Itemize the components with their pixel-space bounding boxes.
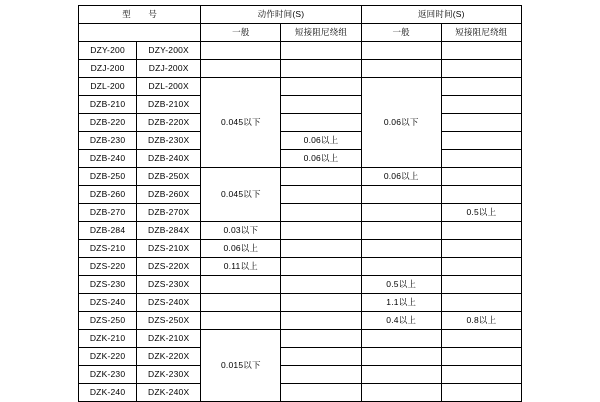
- cell-model-b: DZS-210X: [137, 240, 201, 258]
- cell-ret-damped: [441, 294, 521, 312]
- cell-ret-normal: [361, 42, 441, 60]
- cell-ret-damped: [441, 348, 521, 366]
- cell-model-a: DZB-260: [79, 186, 137, 204]
- cell-act-damped: [281, 168, 361, 186]
- cell-ret-damped: [441, 168, 521, 186]
- cell-ret-normal: [361, 204, 441, 222]
- cell-ret-normal: [361, 240, 441, 258]
- cell-act-damped: [281, 96, 361, 114]
- cell-model-a: DZB-220: [79, 114, 137, 132]
- cell-act-damped: [281, 366, 361, 384]
- cell-act-normal: 0.045以下: [201, 78, 281, 168]
- cell-ret-normal: [361, 348, 441, 366]
- header-row-sub: [79, 24, 522, 42]
- header-return-time: 返回时间(S): [361, 6, 521, 24]
- cell-ret-damped: [441, 276, 521, 294]
- cell-model-b: DZK-220X: [137, 348, 201, 366]
- cell-model-b: DZB-250X: [137, 168, 201, 186]
- cell-ret-damped: [441, 222, 521, 240]
- table-row: [79, 294, 522, 312]
- cell-ret-damped: [441, 258, 521, 276]
- table-row: [79, 132, 522, 150]
- cell-act-normal: [201, 294, 281, 312]
- cell-ret-normal: [361, 222, 441, 240]
- cell-act-normal: 0.06以上: [201, 240, 281, 258]
- cell-model-a: DZK-210: [79, 330, 137, 348]
- cell-act-damped: [281, 330, 361, 348]
- cell-model-a: DZK-240: [79, 384, 137, 402]
- cell-act-normal: [201, 276, 281, 294]
- cell-ret-normal: [361, 384, 441, 402]
- cell-model-a: DZS-230: [79, 276, 137, 294]
- table-row: [79, 78, 522, 96]
- cell-model-b: DZB-210X: [137, 96, 201, 114]
- cell-ret-damped: [441, 114, 521, 132]
- cell-act-damped: [281, 204, 361, 222]
- cell-model-b: DZS-220X: [137, 258, 201, 276]
- cell-act-damped: [281, 294, 361, 312]
- cell-model-b: DZB-284X: [137, 222, 201, 240]
- cell-model-b: DZY-200X: [137, 42, 201, 60]
- cell-act-damped: [281, 348, 361, 366]
- cell-ret-normal: 1.1以上: [361, 294, 441, 312]
- cell-ret-damped: 0.8以上: [441, 312, 521, 330]
- header-return-normal: 一般: [361, 24, 441, 42]
- table-row: [79, 204, 522, 222]
- table-row: [79, 186, 522, 204]
- cell-model-a: DZS-250: [79, 312, 137, 330]
- cell-ret-damped: [441, 60, 521, 78]
- table-row: [79, 348, 522, 366]
- cell-model-b: DZS-230X: [137, 276, 201, 294]
- relay-timing-table: [78, 5, 522, 402]
- table-row: [79, 96, 522, 114]
- cell-ret-damped: [441, 96, 521, 114]
- cell-act-damped: [281, 186, 361, 204]
- cell-ret-normal: 0.5以上: [361, 276, 441, 294]
- table-header: [79, 6, 522, 42]
- cell-ret-damped: [441, 42, 521, 60]
- cell-ret-normal: 0.06以下: [361, 78, 441, 168]
- cell-act-damped: [281, 114, 361, 132]
- cell-model-a: DZK-220: [79, 348, 137, 366]
- cell-model-b: DZK-240X: [137, 384, 201, 402]
- cell-ret-normal: [361, 366, 441, 384]
- cell-ret-damped: [441, 366, 521, 384]
- cell-model-a: DZB-240: [79, 150, 137, 168]
- cell-act-normal: 0.045以下: [201, 168, 281, 222]
- cell-model-b: DZB-270X: [137, 204, 201, 222]
- cell-act-damped: [281, 276, 361, 294]
- header-row-top: [79, 6, 522, 24]
- cell-model-b: DZS-240X: [137, 294, 201, 312]
- table-row: [79, 330, 522, 348]
- cell-ret-damped: [441, 330, 521, 348]
- cell-ret-normal: 0.06以上: [361, 168, 441, 186]
- cell-model-b: DZJ-200X: [137, 60, 201, 78]
- cell-model-a: DZB-210: [79, 96, 137, 114]
- cell-model-a: DZS-220: [79, 258, 137, 276]
- cell-model-b: DZB-230X: [137, 132, 201, 150]
- cell-model-b: DZB-220X: [137, 114, 201, 132]
- table-row: [79, 276, 522, 294]
- cell-model-a: DZK-230: [79, 366, 137, 384]
- cell-act-damped: [281, 42, 361, 60]
- header-model-group: 型 号: [79, 6, 201, 24]
- cell-act-damped: [281, 312, 361, 330]
- table-row: [79, 240, 522, 258]
- header-action-time: 动作时间(S): [201, 6, 361, 24]
- table-row: [79, 168, 522, 186]
- cell-ret-normal: [361, 186, 441, 204]
- cell-model-a: DZY-200: [79, 42, 137, 60]
- cell-act-normal: [201, 312, 281, 330]
- table-row: [79, 366, 522, 384]
- table-row: [79, 114, 522, 132]
- cell-model-a: DZB-270: [79, 204, 137, 222]
- table-row: [79, 312, 522, 330]
- cell-model-a: DZJ-200: [79, 60, 137, 78]
- table-row: [79, 60, 522, 78]
- cell-act-damped: [281, 240, 361, 258]
- cell-act-damped: [281, 258, 361, 276]
- cell-model-b: DZB-260X: [137, 186, 201, 204]
- cell-act-damped: [281, 384, 361, 402]
- cell-act-damped: 0.06以上: [281, 150, 361, 168]
- cell-ret-damped: 0.5以上: [441, 204, 521, 222]
- cell-ret-damped: [441, 240, 521, 258]
- header-return-damped: 短接阻尼绕组: [441, 24, 521, 42]
- cell-model-a: DZS-210: [79, 240, 137, 258]
- cell-model-b: DZK-210X: [137, 330, 201, 348]
- cell-ret-normal: [361, 330, 441, 348]
- cell-act-normal: 0.03以下: [201, 222, 281, 240]
- cell-model-b: DZL-200X: [137, 78, 201, 96]
- cell-model-b: DZS-250X: [137, 312, 201, 330]
- cell-act-normal: 0.015以下: [201, 330, 281, 402]
- table-row: [79, 258, 522, 276]
- cell-ret-damped: [441, 132, 521, 150]
- cell-act-normal: [201, 42, 281, 60]
- table-row: [79, 384, 522, 402]
- header-action-damped: 短接阻尼绕组: [281, 24, 361, 42]
- cell-act-normal: [201, 60, 281, 78]
- cell-model-a: DZB-284: [79, 222, 137, 240]
- cell-ret-damped: [441, 384, 521, 402]
- cell-act-damped: [281, 78, 361, 96]
- cell-act-damped: [281, 222, 361, 240]
- cell-act-damped: 0.06以上: [281, 132, 361, 150]
- cell-model-a: DZB-230: [79, 132, 137, 150]
- table-row: [79, 150, 522, 168]
- cell-model-b: DZB-240X: [137, 150, 201, 168]
- cell-act-normal: 0.11以上: [201, 258, 281, 276]
- cell-ret-normal: [361, 60, 441, 78]
- cell-ret-damped: [441, 150, 521, 168]
- cell-model-a: DZB-250: [79, 168, 137, 186]
- table-row: [79, 42, 522, 60]
- cell-ret-damped: [441, 78, 521, 96]
- header-action-normal: 一般: [201, 24, 281, 42]
- cell-model-a: DZS-240: [79, 294, 137, 312]
- cell-model-b: DZK-230X: [137, 366, 201, 384]
- table-row: [79, 222, 522, 240]
- cell-ret-normal: 0.4以上: [361, 312, 441, 330]
- cell-ret-damped: [441, 186, 521, 204]
- cell-act-damped: [281, 60, 361, 78]
- cell-model-a: DZL-200: [79, 78, 137, 96]
- header-model-spacer: [79, 24, 201, 42]
- table-body: [79, 42, 522, 402]
- cell-ret-normal: [361, 258, 441, 276]
